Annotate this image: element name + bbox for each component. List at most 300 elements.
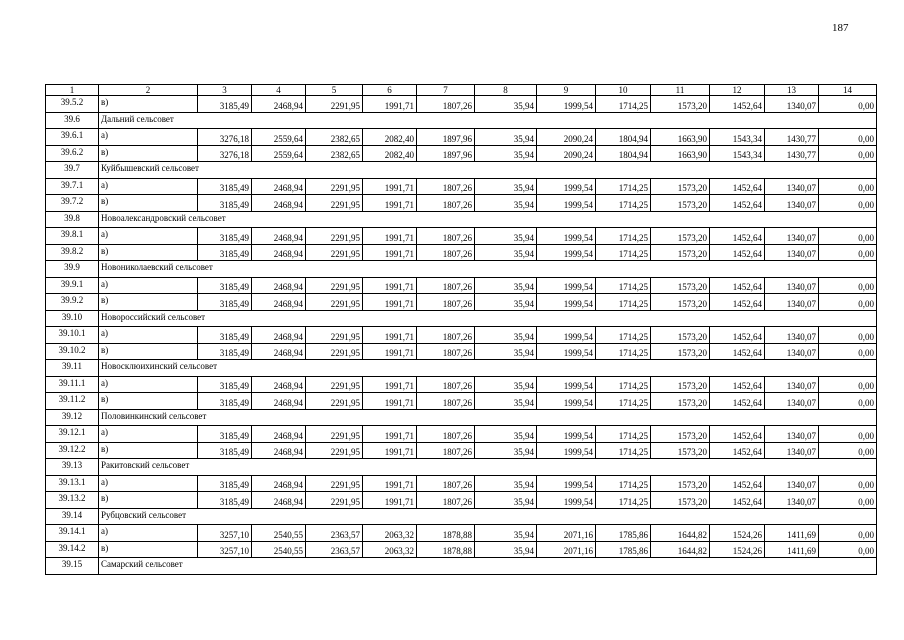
section-title: Дальний сельсовет (99, 112, 877, 129)
section-code: 39.15 (46, 558, 99, 575)
table-row (46, 228, 877, 245)
table-row (46, 393, 877, 410)
column-number: 4 (252, 85, 306, 96)
value-cell: 1573,20 (651, 492, 710, 509)
table-row (46, 145, 877, 162)
value-cell: 1573,20 (651, 393, 710, 410)
value-cell: 1573,20 (651, 343, 710, 360)
section-code: 39.6 (46, 112, 99, 129)
value-cell: 35,94 (475, 426, 537, 443)
row-code: 39.8.1 (46, 228, 99, 245)
row-label: в) (99, 195, 198, 212)
tariff-table (45, 84, 877, 575)
value-cell: 1991,71 (363, 228, 417, 245)
value-cell: 1452,64 (710, 228, 765, 245)
value-cell: 2468,94 (252, 294, 306, 311)
value-cell: 2063,32 (363, 541, 417, 558)
value-cell: 1991,71 (363, 195, 417, 212)
value-cell: 3185,49 (198, 475, 252, 492)
row-label: а) (99, 426, 198, 443)
row-label: в) (99, 492, 198, 509)
section-title: Рубцовский сельсовет (99, 508, 877, 525)
table-row (46, 525, 877, 542)
value-cell: 1573,20 (651, 228, 710, 245)
section-title: Ракитовский сельсовет (99, 459, 877, 476)
value-cell: 1340,07 (765, 492, 819, 509)
table-row (46, 129, 877, 146)
value-cell: 1807,26 (417, 492, 475, 509)
value-cell: 1714,25 (596, 96, 651, 113)
value-cell: 1991,71 (363, 442, 417, 459)
value-cell: 1991,71 (363, 96, 417, 113)
column-number: 9 (537, 85, 596, 96)
value-cell: 1430,77 (765, 129, 819, 146)
value-cell: 1991,71 (363, 327, 417, 344)
section-code: 39.11 (46, 360, 99, 377)
value-cell: 1644,82 (651, 541, 710, 558)
value-cell: 1452,64 (710, 327, 765, 344)
value-cell: 2468,94 (252, 195, 306, 212)
value-cell: 1785,86 (596, 525, 651, 542)
value-cell: 0,00 (819, 393, 877, 410)
value-cell: 2291,95 (306, 492, 363, 509)
value-cell: 2363,57 (306, 525, 363, 542)
row-label: в) (99, 244, 198, 261)
value-cell: 2291,95 (306, 393, 363, 410)
column-number: 8 (475, 85, 537, 96)
column-number: 5 (306, 85, 363, 96)
row-label: в) (99, 393, 198, 410)
table-row (46, 343, 877, 360)
value-cell: 1452,64 (710, 178, 765, 195)
value-cell: 0,00 (819, 327, 877, 344)
row-label: а) (99, 178, 198, 195)
value-cell: 1807,26 (417, 343, 475, 360)
value-cell: 1573,20 (651, 327, 710, 344)
column-number: 11 (651, 85, 710, 96)
value-cell: 1452,64 (710, 442, 765, 459)
column-number: 2 (99, 85, 198, 96)
column-number: 10 (596, 85, 651, 96)
value-cell: 2559,64 (252, 145, 306, 162)
value-cell: 2291,95 (306, 178, 363, 195)
value-cell: 0,00 (819, 277, 877, 294)
value-cell: 2468,94 (252, 426, 306, 443)
value-cell: 1573,20 (651, 294, 710, 311)
value-cell: 1340,07 (765, 376, 819, 393)
row-code: 39.14.2 (46, 541, 99, 558)
column-number: 12 (710, 85, 765, 96)
section-code: 39.10 (46, 310, 99, 327)
value-cell: 1991,71 (363, 393, 417, 410)
value-cell: 1340,07 (765, 393, 819, 410)
section-row (46, 558, 877, 575)
value-cell: 2468,94 (252, 393, 306, 410)
table-row (46, 426, 877, 443)
value-cell: 3185,49 (198, 178, 252, 195)
value-cell: 2559,64 (252, 129, 306, 146)
row-code: 39.7.1 (46, 178, 99, 195)
value-cell: 2090,24 (537, 145, 596, 162)
row-code: 39.11.2 (46, 393, 99, 410)
value-cell: 1991,71 (363, 294, 417, 311)
value-cell: 1663,90 (651, 129, 710, 146)
value-cell: 2540,55 (252, 541, 306, 558)
value-cell: 35,94 (475, 228, 537, 245)
value-cell: 1999,54 (537, 426, 596, 443)
row-label: в) (99, 343, 198, 360)
row-label: а) (99, 129, 198, 146)
value-cell: 1340,07 (765, 327, 819, 344)
value-cell: 1543,34 (710, 129, 765, 146)
value-cell: 0,00 (819, 492, 877, 509)
value-cell: 1807,26 (417, 294, 475, 311)
value-cell: 1411,69 (765, 525, 819, 542)
value-cell: 2291,95 (306, 343, 363, 360)
value-cell: 2082,40 (363, 145, 417, 162)
value-cell: 2540,55 (252, 525, 306, 542)
value-cell: 2468,94 (252, 492, 306, 509)
value-cell: 2071,16 (537, 541, 596, 558)
row-label: в) (99, 96, 198, 113)
value-cell: 1452,64 (710, 277, 765, 294)
row-code: 39.12.2 (46, 442, 99, 459)
value-cell: 1999,54 (537, 277, 596, 294)
row-label: а) (99, 475, 198, 492)
row-code: 39.11.1 (46, 376, 99, 393)
row-code: 39.13.1 (46, 475, 99, 492)
value-cell: 1430,77 (765, 145, 819, 162)
row-code: 39.13.2 (46, 492, 99, 509)
row-code: 39.5.2 (46, 96, 99, 113)
value-cell: 3185,49 (198, 228, 252, 245)
value-cell: 1340,07 (765, 228, 819, 245)
value-cell: 0,00 (819, 294, 877, 311)
value-cell: 1524,26 (710, 541, 765, 558)
table-row (46, 327, 877, 344)
value-cell: 1999,54 (537, 376, 596, 393)
value-cell: 35,94 (475, 96, 537, 113)
value-cell: 1991,71 (363, 343, 417, 360)
value-cell: 1573,20 (651, 442, 710, 459)
row-code: 39.10.2 (46, 343, 99, 360)
table-row (46, 492, 877, 509)
row-code: 39.12.1 (46, 426, 99, 443)
table-row (46, 244, 877, 261)
value-cell: 1999,54 (537, 178, 596, 195)
value-cell: 3185,49 (198, 492, 252, 509)
value-cell: 1340,07 (765, 244, 819, 261)
value-cell: 35,94 (475, 195, 537, 212)
value-cell: 1714,25 (596, 244, 651, 261)
value-cell: 1452,64 (710, 376, 765, 393)
value-cell: 1807,26 (417, 244, 475, 261)
value-cell: 1452,64 (710, 195, 765, 212)
value-cell: 0,00 (819, 426, 877, 443)
table-row (46, 442, 877, 459)
value-cell: 3185,49 (198, 277, 252, 294)
section-code: 39.12 (46, 409, 99, 426)
value-cell: 1999,54 (537, 195, 596, 212)
value-cell: 0,00 (819, 244, 877, 261)
value-cell: 1714,25 (596, 228, 651, 245)
value-cell: 2468,94 (252, 277, 306, 294)
value-cell: 1452,64 (710, 294, 765, 311)
value-cell: 1807,26 (417, 475, 475, 492)
value-cell: 1714,25 (596, 492, 651, 509)
value-cell: 3185,49 (198, 442, 252, 459)
value-cell: 1807,26 (417, 277, 475, 294)
value-cell: 1452,64 (710, 343, 765, 360)
value-cell: 1411,69 (765, 541, 819, 558)
table-row (46, 294, 877, 311)
value-cell: 1714,25 (596, 426, 651, 443)
value-cell: 1452,64 (710, 244, 765, 261)
value-cell: 1452,64 (710, 393, 765, 410)
row-code: 39.9.2 (46, 294, 99, 311)
section-row (46, 459, 877, 476)
value-cell: 2468,94 (252, 228, 306, 245)
value-cell: 2468,94 (252, 442, 306, 459)
value-cell: 1999,54 (537, 228, 596, 245)
row-label: а) (99, 327, 198, 344)
section-code: 39.7 (46, 162, 99, 179)
value-cell: 3185,49 (198, 426, 252, 443)
row-code: 39.8.2 (46, 244, 99, 261)
value-cell: 0,00 (819, 129, 877, 146)
row-label: а) (99, 228, 198, 245)
value-cell: 1714,25 (596, 327, 651, 344)
value-cell: 1807,26 (417, 327, 475, 344)
value-cell: 35,94 (475, 294, 537, 311)
value-cell: 2291,95 (306, 475, 363, 492)
value-cell: 1340,07 (765, 475, 819, 492)
value-cell: 35,94 (475, 277, 537, 294)
value-cell: 1807,26 (417, 195, 475, 212)
value-cell: 1714,25 (596, 376, 651, 393)
value-cell: 2090,24 (537, 129, 596, 146)
value-cell: 1878,88 (417, 541, 475, 558)
value-cell: 1999,54 (537, 442, 596, 459)
value-cell: 3257,10 (198, 525, 252, 542)
value-cell: 1573,20 (651, 277, 710, 294)
value-cell: 1807,26 (417, 228, 475, 245)
row-label: в) (99, 294, 198, 311)
section-title: Куйбышевский сельсовет (99, 162, 877, 179)
row-code: 39.7.2 (46, 195, 99, 212)
value-cell: 1340,07 (765, 294, 819, 311)
section-title: Самарский сельсовет (99, 558, 877, 575)
value-cell: 35,94 (475, 376, 537, 393)
value-cell: 1340,07 (765, 442, 819, 459)
value-cell: 1804,94 (596, 145, 651, 162)
value-cell: 2291,95 (306, 228, 363, 245)
section-code: 39.8 (46, 211, 99, 228)
row-code: 39.10.1 (46, 327, 99, 344)
value-cell: 0,00 (819, 541, 877, 558)
value-cell: 0,00 (819, 228, 877, 245)
table-row (46, 96, 877, 113)
value-cell: 3257,10 (198, 541, 252, 558)
table-row (46, 475, 877, 492)
value-cell: 2468,94 (252, 327, 306, 344)
value-cell: 2468,94 (252, 244, 306, 261)
value-cell: 35,94 (475, 475, 537, 492)
value-cell: 1714,25 (596, 393, 651, 410)
column-number: 14 (819, 85, 877, 96)
value-cell: 1714,25 (596, 343, 651, 360)
value-cell: 0,00 (819, 475, 877, 492)
value-cell: 35,94 (475, 442, 537, 459)
section-row (46, 261, 877, 278)
value-cell: 1991,71 (363, 376, 417, 393)
table-row (46, 178, 877, 195)
column-number: 1 (46, 85, 99, 96)
value-cell: 2082,40 (363, 129, 417, 146)
value-cell: 35,94 (475, 145, 537, 162)
value-cell: 2291,95 (306, 277, 363, 294)
column-number: 7 (417, 85, 475, 96)
value-cell: 2291,95 (306, 294, 363, 311)
value-cell: 1573,20 (651, 178, 710, 195)
value-cell: 2468,94 (252, 178, 306, 195)
value-cell: 1543,34 (710, 145, 765, 162)
value-cell: 1452,64 (710, 475, 765, 492)
value-cell: 1785,86 (596, 541, 651, 558)
value-cell: 1340,07 (765, 277, 819, 294)
value-cell: 2291,95 (306, 244, 363, 261)
value-cell: 2291,95 (306, 96, 363, 113)
section-title: Новороссийский сельсовет (99, 310, 877, 327)
value-cell: 0,00 (819, 195, 877, 212)
section-row (46, 508, 877, 525)
value-cell: 2468,94 (252, 343, 306, 360)
table-row (46, 195, 877, 212)
value-cell: 2468,94 (252, 376, 306, 393)
value-cell: 0,00 (819, 178, 877, 195)
section-row (46, 409, 877, 426)
value-cell: 0,00 (819, 442, 877, 459)
value-cell: 3185,49 (198, 376, 252, 393)
value-cell: 35,94 (475, 244, 537, 261)
value-cell: 1663,90 (651, 145, 710, 162)
value-cell: 1714,25 (596, 475, 651, 492)
value-cell: 1807,26 (417, 442, 475, 459)
value-cell: 1999,54 (537, 244, 596, 261)
row-code: 39.6.2 (46, 145, 99, 162)
value-cell: 1999,54 (537, 492, 596, 509)
value-cell: 35,94 (475, 541, 537, 558)
value-cell: 1714,25 (596, 277, 651, 294)
section-title: Половинкинский сельсовет (99, 409, 877, 426)
value-cell: 1573,20 (651, 244, 710, 261)
value-cell: 2363,57 (306, 541, 363, 558)
value-cell: 1573,20 (651, 96, 710, 113)
section-title: Новосклюихинский сельсовет (99, 360, 877, 377)
value-cell: 35,94 (475, 343, 537, 360)
value-cell: 1452,64 (710, 96, 765, 113)
value-cell: 1340,07 (765, 195, 819, 212)
section-code: 39.9 (46, 261, 99, 278)
value-cell: 3276,18 (198, 145, 252, 162)
value-cell: 1897,96 (417, 129, 475, 146)
section-code: 39.13 (46, 459, 99, 476)
value-cell: 1991,71 (363, 178, 417, 195)
value-cell: 1573,20 (651, 376, 710, 393)
value-cell: 1807,26 (417, 96, 475, 113)
value-cell: 1878,88 (417, 525, 475, 542)
value-cell: 2063,32 (363, 525, 417, 542)
value-cell: 35,94 (475, 327, 537, 344)
value-cell: 1807,26 (417, 393, 475, 410)
value-cell: 3185,49 (198, 327, 252, 344)
value-cell: 2382,65 (306, 129, 363, 146)
value-cell: 1991,71 (363, 426, 417, 443)
section-row (46, 310, 877, 327)
value-cell: 1714,25 (596, 195, 651, 212)
value-cell: 1804,94 (596, 129, 651, 146)
value-cell: 3185,49 (198, 294, 252, 311)
value-cell: 2382,65 (306, 145, 363, 162)
value-cell: 1452,64 (710, 426, 765, 443)
section-row (46, 211, 877, 228)
value-cell: 1991,71 (363, 277, 417, 294)
value-cell: 1807,26 (417, 426, 475, 443)
section-row (46, 112, 877, 129)
value-cell: 1340,07 (765, 178, 819, 195)
row-code: 39.6.1 (46, 129, 99, 146)
value-cell: 1452,64 (710, 492, 765, 509)
value-cell: 1999,54 (537, 96, 596, 113)
value-cell: 0,00 (819, 96, 877, 113)
table-row (46, 541, 877, 558)
value-cell: 2468,94 (252, 475, 306, 492)
value-cell: 0,00 (819, 525, 877, 542)
value-cell: 3185,49 (198, 393, 252, 410)
value-cell: 0,00 (819, 145, 877, 162)
value-cell: 35,94 (475, 129, 537, 146)
column-number-header (46, 85, 877, 96)
page-number: 187 (832, 22, 849, 34)
value-cell: 3276,18 (198, 129, 252, 146)
value-cell: 2071,16 (537, 525, 596, 542)
value-cell: 1999,54 (537, 343, 596, 360)
row-label: а) (99, 525, 198, 542)
value-cell: 3185,49 (198, 195, 252, 212)
value-cell: 1340,07 (765, 426, 819, 443)
value-cell: 1573,20 (651, 475, 710, 492)
row-code: 39.9.1 (46, 277, 99, 294)
value-cell: 2468,94 (252, 96, 306, 113)
value-cell: 1714,25 (596, 442, 651, 459)
value-cell: 1999,54 (537, 327, 596, 344)
section-code: 39.14 (46, 508, 99, 525)
value-cell: 3185,49 (198, 96, 252, 113)
value-cell: 1714,25 (596, 178, 651, 195)
row-label: в) (99, 442, 198, 459)
value-cell: 1340,07 (765, 96, 819, 113)
value-cell: 1573,20 (651, 195, 710, 212)
row-code: 39.14.1 (46, 525, 99, 542)
table-row (46, 376, 877, 393)
table-row (46, 277, 877, 294)
section-row (46, 162, 877, 179)
value-cell: 3185,49 (198, 343, 252, 360)
value-cell: 1573,20 (651, 426, 710, 443)
value-cell: 1991,71 (363, 244, 417, 261)
value-cell: 0,00 (819, 343, 877, 360)
value-cell: 1340,07 (765, 343, 819, 360)
